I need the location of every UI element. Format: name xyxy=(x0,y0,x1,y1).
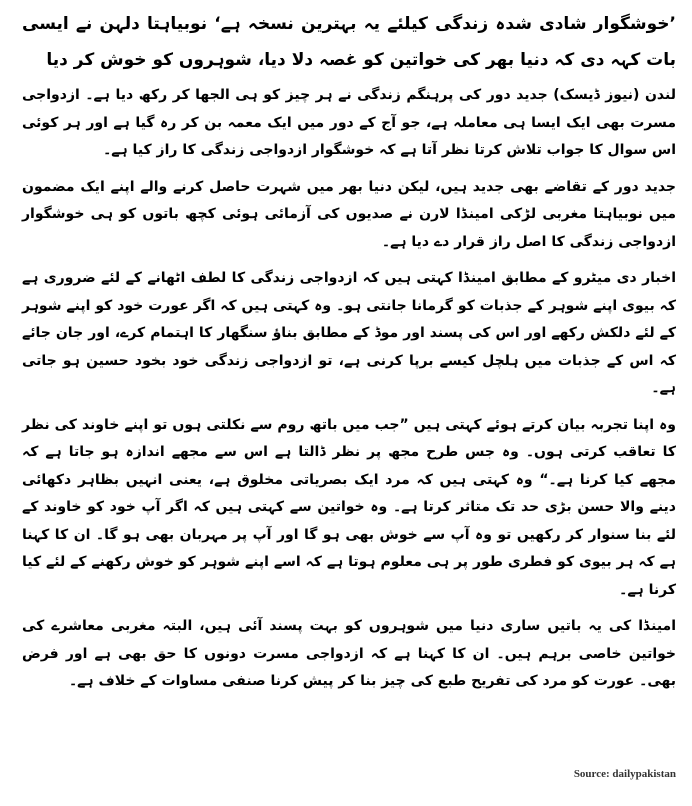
article-paragraph-1: لندن (نیوز ڈیسک) جدید دور کی پرہنگم زندگی نے ہر چیز کو ہی الجھا کر رکھ دیا ہے۔ ازدواجی مسرت بھی ایک ایسا ہی معاملہ ہے، جو آج کے دور میں ایک معمہ بن کر رہ گیا ہے اور ہر کوئی اس سوال کا جواب تلاش کرتا نظر آتا ہے کہ خوشگوار ازدواجی زندگی کا راز کیا ہے۔ xyxy=(22,87,676,158)
article-paragraph-3: اخبار دی میٹرو کے مطابق امینڈا کہتی ہیں کہ ازدواجی زندگی کا لطف اٹھانے کے لئے ضروری ہے کہ بیوی اپنے شوہر کے جذبات کو گرمانا جانتی ہو۔ وہ کہتی ہیں کہ اگر عورت خود کو اپنے شوہر کے لئے دلکش رکھے اور اس کی پسند اور موڈ کے مطابق بناؤ سنگھار کا اہتمام کرے، اور جان جائے کہ اس کے جذبات میں ہلچل کیسے برپا کرنی ہے، تو ازدواجی زندگی خود بخود حسین ہو جاتی ہے۔ xyxy=(22,270,676,396)
article-headline: ’خوشگوار شادی شدہ زندگی کیلئے یہ بہترین نسخہ ہے‘ نوبیاہتا دلہن نے ایسی بات کہہ دی کہ دنیا بھر کی خواتین کو غصہ دلا دیا، شوہروں کو خوش کر دیا xyxy=(22,14,676,70)
source-credit: Source: dailypakistan xyxy=(573,768,676,780)
article-paragraph-5: امینڈا کی یہ باتیں ساری دنیا میں شوہروں کو بہت پسند آئی ہیں، البتہ مغربی معاشرے کی خواتین خاصی برہم ہیں۔ ان کا کہنا ہے کہ ازدواجی مسرت دونوں کا حق بھی ہے اور فرض بھی۔ عورت کو مرد کی تفریح طبع کی چیز بنا کر پیش کرنا صنفی مساوات کے خلاف ہے۔ xyxy=(22,618,676,689)
article-paragraph-4: وہ اپنا تجربہ بیان کرتے ہوئے کہتی ہیں ”جب میں باتھ روم سے نکلتی ہوں تو اپنے خاوند کی نظر کا تعاقب کرتی ہوں۔ وہ جس طرح مجھ پر نظر ڈالتا ہے اس سے مجھے اندازہ ہو جاتا ہے کہ مجھے کیا کرنا ہے۔“ وہ کہتی ہیں کہ مرد ایک بصریاتی مخلوق ہے، یعنی انہیں بظاہر دکھائی دینے والا حسن بڑی حد تک متاثر کرتا ہے۔ وہ خواتین سے کہتی ہیں کہ اگر آپ خود کو خاوند کے لئے بنا سنوار کر رکھیں تو وہ آپ سے خوش بھی ہو گا اور آپ پر مہربان بھی ہو گا۔ ان کا کہنا ہے کہ ہر بیوی کو فطری طور پر ہی معلوم ہوتا ہے کہ اسے اپنے شوہر کو خوش رکھنے کے لئے کیا کرنا ہے۔ xyxy=(22,416,676,598)
article-paragraph-2: جدید دور کے تقاضے بھی جدید ہیں، لیکن دنیا بھر میں شہرت حاصل کرنے والے اپنے ایک مضمون میں نوبیاہتا مغربی لڑکی امینڈا لارن نے صدیوں کی آزمائی ہوئی کچھ باتوں کو ہی خوشگوار ازدواجی زندگی کا اصل راز قرار دے دیا ہے۔ xyxy=(22,178,676,250)
